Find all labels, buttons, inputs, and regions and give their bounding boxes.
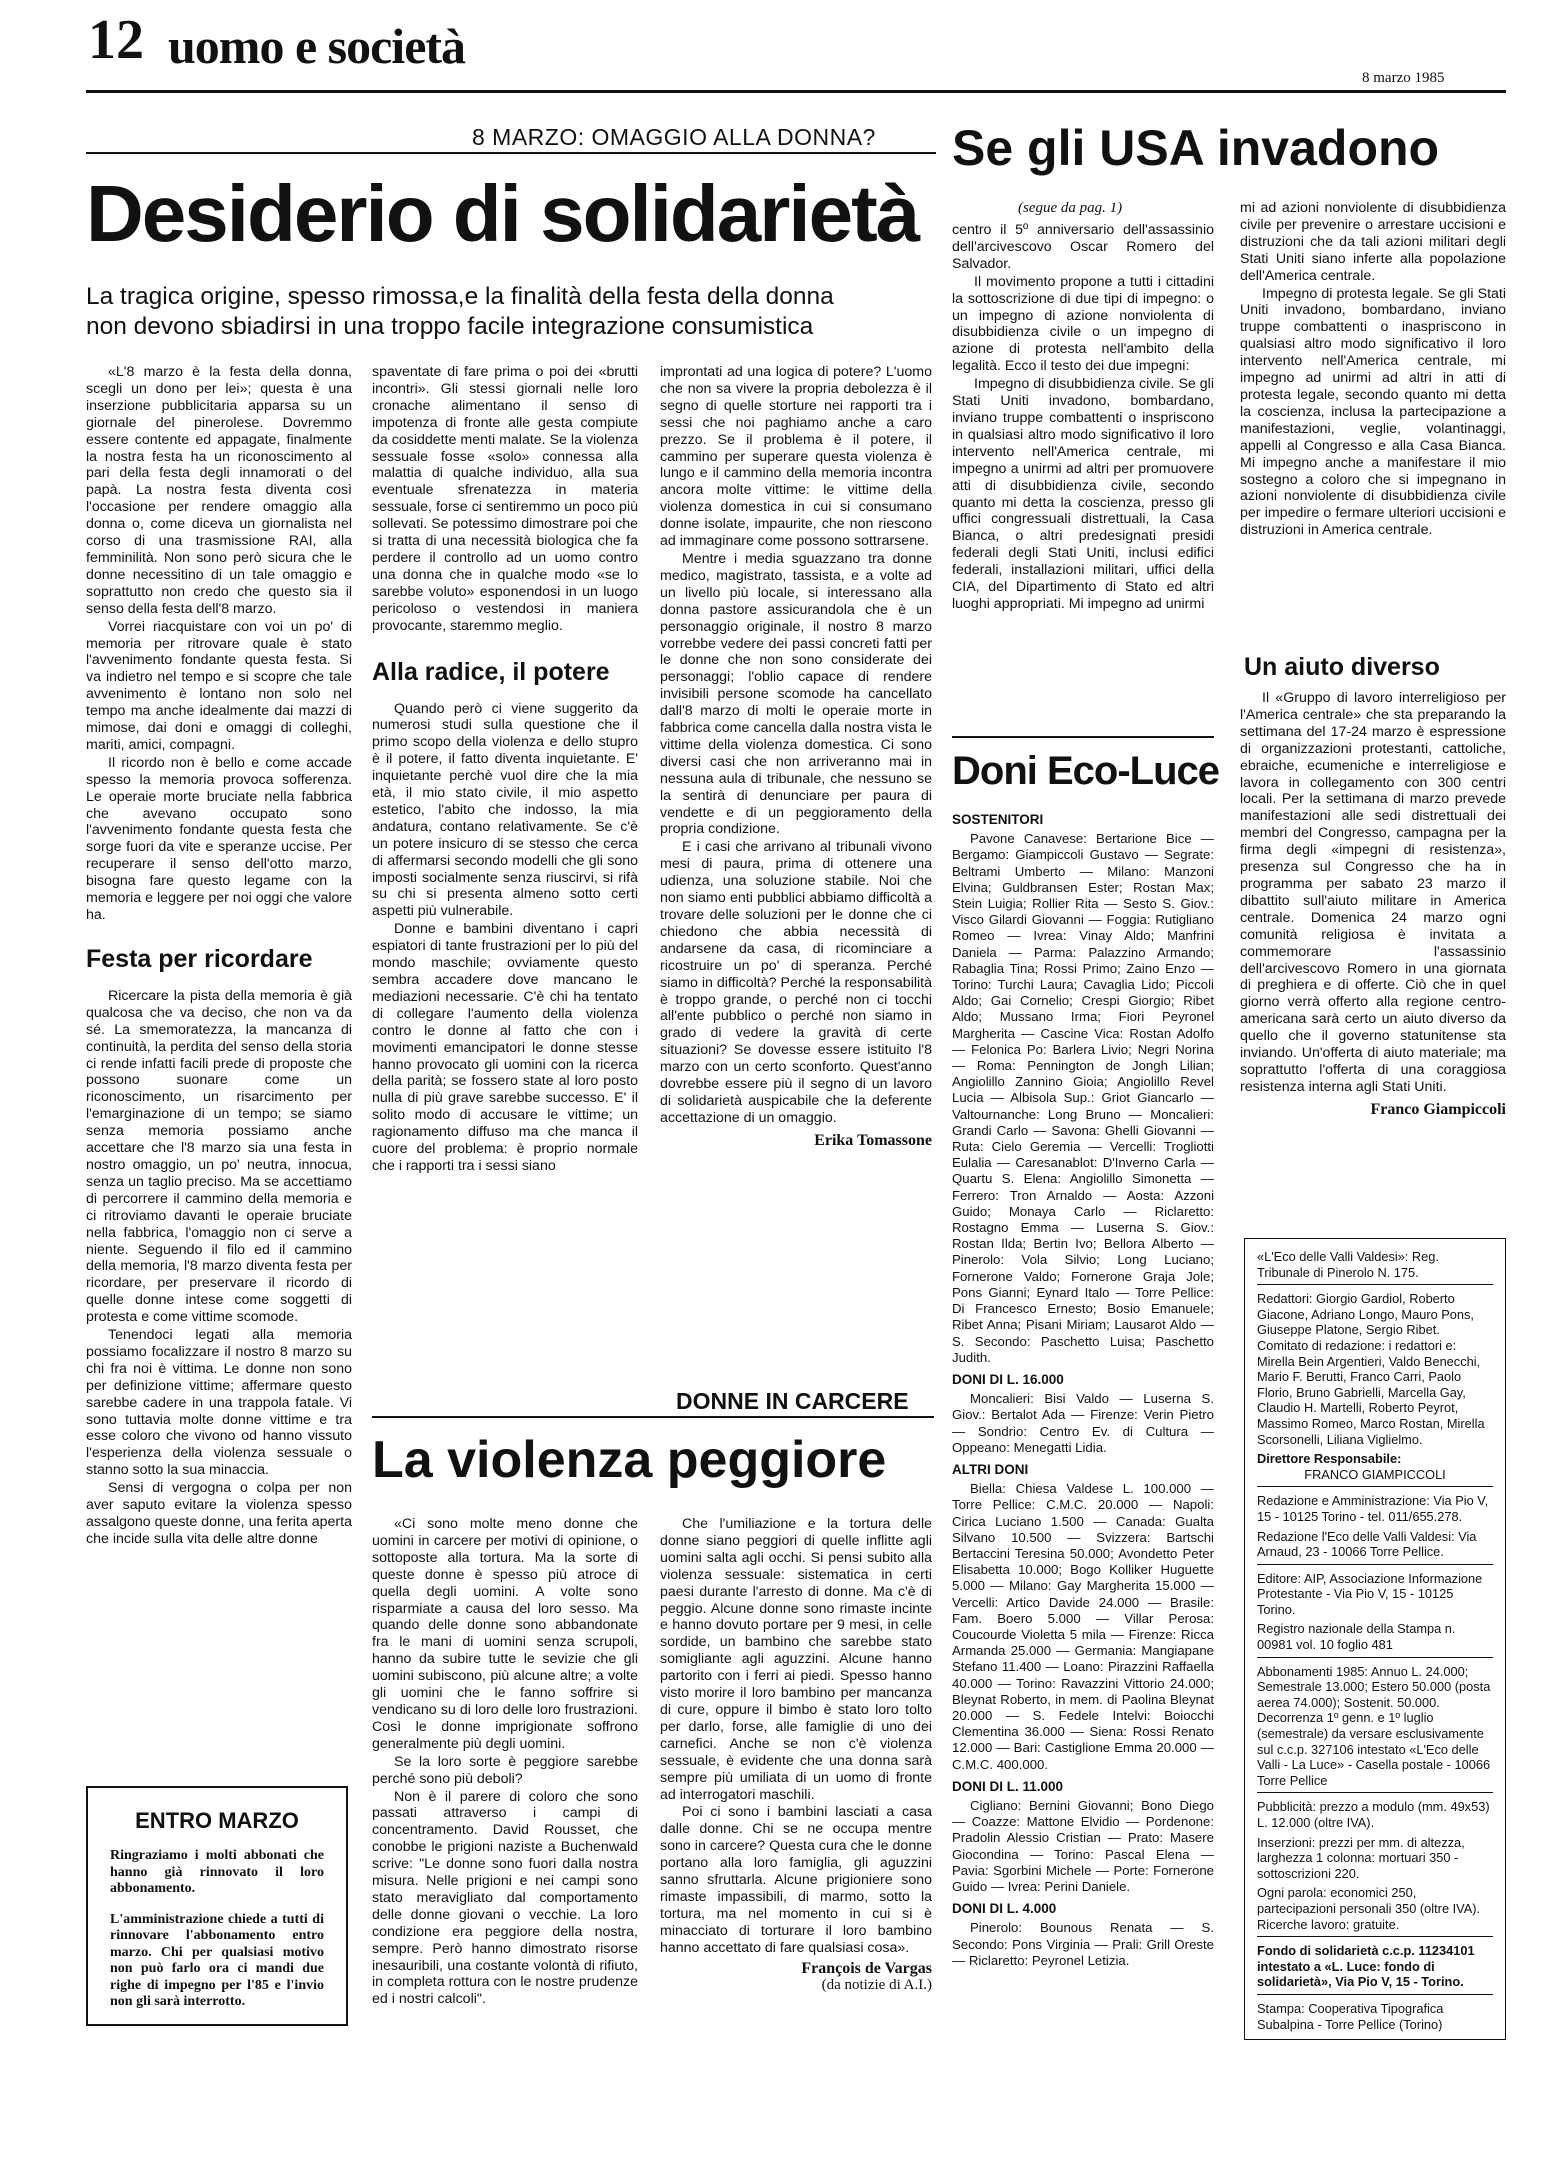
paragraph: Sensi di vergogna o colpa per non aver saputo evitare la violenza spesso assalgono queste donne, una ferita aperta che incide sulla vita delle altre donne (86, 1480, 352, 1547)
masthead-direttore-label: Direttore Responsabile: (1257, 1451, 1402, 1467)
byline-tomassone: Erika Tomassone (814, 1131, 932, 1149)
paragraph: «L'8 marzo è la festa della donna, scegli un dono per lei»; questa è una inserzione pubblicitaria apparsa su un giornale del pinerolese. Dovremmo essere contente ed appagate, finalmente la nostra festa ha un riconoscimento al pari della festa degli innamorati o del papà. La nostra festa diventa così l'occasione per rendere omaggio alla donna o, come diceva un giornalista nel corso di una trasmissione RAI, alla femminilità. Non sono però sicura che le donne necessitino di un tale omaggio e soprattutto non credo che questo sia il senso della festa dell'8 marzo. (86, 364, 352, 617)
masthead-abbonamenti: Abbonamenti 1985: Annuo L. 24.000; Semestrale 13.000; Estero 50.000 (posta aerea 74.000); Sostenit. 50.000. Decorrenza 1º genn. e 1º luglio (semestrale) da versare esclusivamente sul c.c.p. 327106 intestato «L'Eco delle Valli - La Luce» - Casella postale - 10066 Torre Pellice (1257, 1663, 1491, 1788)
usa-column-b (1240, 200, 1506, 540)
paragraph: Impegno di disubbidienza civile. Se gli Stati Uniti invadono, bombardano, inviano truppe combattenti o inspriscono in qualsiasi altro modo significativo il loro intervento nell'America centrale, mi impegno a unirmi ad altri per promuovere atti di disubbidienza civile, secondo quanto mi detta la coscienza, presso gli uffici congressuali distrettuali, la Casa Bianca, o altri predesignati presidi federali degli Stati Uniti, inclusi edifici federali, installazioni militari, uffici della CIA, del Dipartimento di Stato ed altri luoghi appropriati. Mi impegno ad unirmi (952, 376, 1214, 612)
paragraph: centro il 5º anniversario dell'assassinio dell'arcivescovo Oscar Romero del Salvador. (952, 222, 1214, 272)
entro-marzo-request: L'amministrazione chiede a tutti di rinnovare l'abbonamento entro marzo. Chi per qualsiasi motivo non può farlo ora ci mandi due righe di impegno per l'85 e l'invio non gli sarà interrotto. (110, 1911, 324, 2009)
masthead-box (1244, 1238, 1506, 2040)
byline-giampiccoli: Franco Giampiccoli (1370, 1100, 1506, 1118)
doni-headline: Doni Eco-Luce (952, 749, 1220, 793)
masthead-stampa: Stampa: Cooperativa Tipografica Subalpina - Torre Pellice (Torino) (1257, 2000, 1444, 2032)
paragraph: Ricercare la pista della memoria è già qualcosa che va deciso, che non va da sé. La smemoratezza, la mancanza di continuità, la perdita del senso della storia ci rende infatti facili prede di proposte che possono suonare come un riconoscimento, un risarcimento per l'emarginazione di un tempo; se siamo senza memoria possiamo anche accettare che l'8 marzo sia una festa in nostro omaggio, un po' neutra, innocua, senza un taglio preciso. Ma se accettiamo di percorrere il cammino della memoria e ci ritroviamo davanti le operaie bruciate nella fabbrica, l'omaggio non ci serve a niente. Seguendo il filo ed il cammino della memoria, l'8 marzo diventa festa per ricordare, per preservare il ricordo di quelle donne intese come soggetti di protesta e come vittime scomode. (86, 987, 352, 1326)
paragraph: Se la loro sorte è peggiore sarebbe perché sono più deboli? (372, 1753, 638, 1787)
paragraph: «Ci sono molte meno donne che uomini in carcere per motivi di opinione, o sottoposte alla tortura. Ma la sorte di queste donne è spesso più atroce di quella degli uomini. A volte sono risparmiate a causa del loro sesso. Ma quando delle donne sono abbandonate fra le mani di uomini senza scrupoli, hanno da subire tutte le sevizie che gli uomini subiscono, più alcune altre; a volte gli uomini che le fanno soffrire si vendicano su di loro delle loro frustrazioni. Così le donne imprigionate soffrono generalmente più degli uomini. (372, 1516, 638, 1752)
doni-11000-list: Cigliano: Bernini Giovanni; Bono Diego — Coazze: Mattone Elvidio — Pordenone: Pradolin Alessio Cristian — Prato: Masere Giocondina — Torino: Pascal Elena — Pavia: Sgorbini Michele — Porte: Fornerone Guido — Ivrea: Perini Daniele. (952, 1797, 1214, 1894)
masthead-inserzioni: Inserzioni: prezzi per mm. di altezza, larghezza 1 colonna: mortuari 350 - sottoscrizioni 220. (1257, 1834, 1465, 1881)
aiuto-column (1240, 690, 1506, 1119)
main-headline: Desiderio di solidarietà (86, 169, 919, 258)
sostenitori-list: Pavone Canavese: Bertarione Bice — Bergamo: Giampiccoli Gustavo — Segrate: Beltrami Umberto — Milano: Manzoni Elvina; Guldbransen Ester; Rostan Max; Stein Luigia; Rollier Rita — Sesto S. Giov.: Visco Gilardi Giovanni — Foggia: Rutigliano Romeo — Ivrea: Vinay Aldo; Manfrini Daniela — Parma: Palazzino Armando; Rabaglia Tina; Rossi Primo; Zaino Enzo — Torino: Turchi Laura; Cavaglia Lido; Piccoli Aldo; Gai Cornelio; Crespi Giorgio; Ribet Aldo; Mussano Irma; Fiori Peyronel Margherita — Cascine Vica: Rostan Adolfo — Felonica Po: Barlera Livio; Negri Norina — Roma: Pennington de Jongh Lilian; Angiolillo Zannino Gioia; Angiolillo Revel Lucia — Albisola Sup.: Griot Giancarlo — Valtournanche: Long Bruno — Moncalieri: Grandi Carlo — Savona: Ghelli Giovanni — Ruta: Cielo Geremia — Vercelli: Trogliotti Eulalia — Caresanablot: D'Inverno Carla — Quartu S. Elena: Angiolillo Simonetta — Ferrero: Tron Arnaldo — Aosta: Azzoni Guido; Monaya Carlo — Riclaretto: Rostagno Emma — Luserna S. Giov.: Rostan Ilda; Bertin Ivo; Bellora Alberto — Pinerolo: Vola Silvio; Long Luciano; Fornerone Valdo; Fornerone Graja Jole; Pons Gianni; Eynard Italo — Torre Pellice: Di Francesco Ernesto; Bosio Emanuele; Ribet Anna; Pisani Miriam; Lausarot Aldo — S. Secondo: Paschetto Luisa; Paschetto Judith. (952, 831, 1214, 1365)
masthead-fondo: Fondo di solidarietà c.c.p. 11234101 intestato a «L. Luce: fondo di solidarietà», Via Pio V, 15 - Torino. (1257, 1943, 1475, 1990)
altri-doni-list: Biella: Chiesa Valdese L. 100.000 — Torre Pellice: C.M.C. 20.000 — Napoli: Cirica Luciano 1.500 — Canada: Gualta Silvano 10.500 — Svizzera: Bartschi Bertaccini Teresina 50.000; Avondetto Peter Elisabetta 10.000; Bogo Kolliker Huguette 5.000 — Milano: Gay Margherita 15.000 — Vercelli: Artico Davide 24.000 — Brasile: Fam. Boero 5.000 — Villar Perosa: Coucourde Violetta 5 mila — Firenze: Ricca Armanda 25.000 — Germania: Mangiapane Stefano 11.400 — Loano: Pirazzini Raffaella 40.000 — Torino: Ravazzini Vittorio 24.000; Bleynat Roberto, in mem. di Paolina Bleynat 20.000 — S. Fedele Intelvi: Boiocchi Clementina 36.000 — Siena: Rossi Renato 12.000 — Bari: Castiglione Emma 20.000 — C.M.C. 400.000. (952, 1481, 1214, 1772)
masthead-redazione-eco: Redazione l'Eco delle Valli Valdesi: Via Arnaud, 23 - 10066 Torre Pellice. (1257, 1528, 1477, 1560)
paragraph: Mentre i media sguazzano tra donne medico, magistrato, tassista, e a volte ad un livello più locale, si interessano alla donna pastore assicurandola che è un personaggio originale, il nostro 8 marzo vorrebbe vedere dei passi concreti fatti per le donne che non sono considerate dei personaggi; l'oblio capace di rendere invisibili persone scomode ha cancellato dall'8 marzo di molti le operaie morte in fabbrica come cancella dalla nostra vista le vittime della violenza domestica. Ci sono diversi casi che non arriveranno mai in nessuna aula di tribunale, che nessuno se la sentirà di denunciare per paura di vendette e di un peggioramento della propria condizione. (660, 550, 932, 838)
main-column-2 (372, 364, 638, 1176)
paragraph: Quando però ci viene suggerito da numerosi studi sulla questione che il primo scopo della violenza e dello stupro è il potere, il fatto diventa inquietante. E' inquietante perchè vuol dire che la mia età, il mio stato civile, il mio aspetto estetico, l'abito che indosso, la mia andatura, contano relativamente. Se c'è un potere insicuro di se stesso che cerca di affermarsi secondo modelli che gli sono imposti socialmente senza riuscirvi, si rifà su chi si presenta almeno sotto certi aspetti più vulnerabile. (372, 700, 638, 920)
doni-list (952, 812, 1214, 1970)
masthead-redazione: Redazione e Amministrazione: Via Pio V, 15 - 10125 Torino - tel. 011/655.278. (1257, 1493, 1489, 1524)
masthead-parola: Ogni parola: economici 250, partecipazioni personali 350 (oltre IVA). Ricerche lavoro: gratuite. (1257, 1885, 1481, 1932)
paragraph: Vorrei riacquistare con voi un po' di memoria per ritrovare quale è stato l'avvenimento fondante questa festa. Si va indietro nel tempo e si scopre che tale avvenimento è lontano non solo nel tempo ma anche idealmente dai mazzi di mimose, dai doni e omaggi di colleghi, mariti, amici, compagni. (86, 618, 352, 753)
doni-16000-label: DONI DI L. 16.000 (952, 1371, 1064, 1387)
doni-4000-list: Pinerolo: Bounous Renata — S. Secondo: Pons Virginia — Prali: Grill Oreste — Riclaretto: Peyronel Letizia. (952, 1920, 1214, 1968)
paragraph: spaventate di fare prima o poi dei «brutti incontri». Gli stessi giornali nelle loro cronache alimentano il senso di impotenza di fronte alle gesta compiute da cosiddette menti malate. Se la violenza sessuale fosse «solo» connessa alla malattia di qualche individuo, alla sua eventuale sfrenatezza in materia sessuale, forse ci sentiremmo un poco più sollevati. Se potessimo dimostrare poi che si tratta di una necessità biologica che fa perdere il controllo ad un uomo contro una donna che in qualche modo «se lo sarebbe voluto» esponendosi in un luogo pericoloso o vestendosi in maniera provocante, staremmo meglio. (372, 364, 638, 634)
subheading-radice: Alla radice, il potere (372, 657, 610, 686)
paragraph: Non è il parere di coloro che sono passati attraverso i campi di concentramento. David Rousset, che conobbe le prigioni naziste a Buchenwald scrive: "Le donne sono fuori dalla nostra misura. Nelle prigioni e nei campi sono stato meravigliato dal comportamento delle donne giovani o vecchie. La loro condizione era peggiore della nostra, sempre. Però hanno dimostrato risorse inesauribili, una costante volontà di rifiuto, in completa rottura con le nostre prudenze ed i nostri calcoli". (372, 1788, 638, 2008)
paragraph: Tenendoci legati alla memoria possiamo focalizzare il nostro 8 marzo su chi fra noi è vittima. Le donne non sono per definizione vittime; affermare questo sarebbe cadere in una trappola fatale. Vi sono tuttavia molte donne vittime e tra esse coloro che vivono od hanno vissuto l'esperienza della violenza sessuale o stanno sotto la sua minaccia. (86, 1327, 352, 1479)
usa-headline: Se gli USA invadono (952, 120, 1440, 176)
paragraph: Poi ci sono i bambini lasciati a casa dalle donne. Chi se ne occupa mentre sono in carcere? Questa cura che le donne portano alla loro famiglia, gli aguzzini sanno sfruttarla. Alcune prigioniere sono rimaste impassibili, di marmo, sotto la tortura, ma nel momento in cui si è minacciato di torturare il loro bambino hanno accettato di fare qualsiasi cosa». (660, 1804, 932, 1956)
altri-doni-label: ALTRI DONI (952, 1461, 1029, 1477)
doni-11000-label: DONI DI L. 11.000 (952, 1778, 1064, 1794)
issue-date: 8 marzo 1985 (1362, 70, 1445, 86)
paragraph: improntati ad una logica di potere? L'uomo che non sa vivere la propria debolezza è il segno di quelle storture nei rapporti tra i sessi che noi paghiamo anche a caro prezzo. Se il problema è il potere, il cammino per superare questa violenza è lungo e il cammino della memoria incontra ancora molte vittime: le vittime della violenza domestica in cui si consumano donne isolate, impaurite, che non riescono ad immaginare come possono sottrarsene. (660, 364, 932, 550)
paragraph: mi ad azioni nonviolente di disubbidienza civile per prevenire o arrestare uccisioni e distruzioni che da tali azioni militari degli Stati Uniti siano inferte alla popolazione dell'America centrale. (1240, 200, 1506, 284)
entro-marzo-title: ENTRO MARZO (135, 1808, 299, 1833)
carcere-kicker: DONNE IN CARCERE (676, 1388, 909, 1414)
paragraph: Il «Gruppo di lavoro interreligioso per l'America centrale» che sta preparando la settimana del 17-24 marzo è espressione di organizzazioni protestanti, cattoliche, ebraiche, ecumeniche e interreligiose e lavora in collegamento con 300 centri locali. Per la settimana di marzo prevede manifestazioni alle sedi distrettuali dei membri del Congresso, campagna per la firma degli «impegni di resistenza», presenza sul Congresso che ha in programma per sabato 23 marzo il dibattito sull'aiuto militare in America centrale. Domenica 24 marzo ogni comunità religiosa è invitata a commemorare l'assassinio dell'arcivescovo Romero in una giornata di preghiera e di offerte. Ciò che in quel giorno verrà offerto alla regione centro-americana sarà certo un aiuto diverso da quello che il governo statunitense sta inviando. Un'offerta di aiuto materiale; ma soprattutto l'offerta di una coraggiosa resistenza interna agli Stati Uniti. (1240, 690, 1506, 1095)
main-column-1 (86, 364, 352, 1549)
carcere-column-1 (372, 1516, 638, 2009)
entro-marzo-box (86, 1786, 348, 2026)
main-deck-line2: non devono sbiadirsi in una troppo facile integrazione consumistica (86, 313, 814, 340)
paragraph: Il ricordo non è bello e come accade spesso la memoria provoca sofferenza. Le operaie morte bruciate nella fabbrica che avevano occupato sono l'avvenimento fondante questa festa che sorge fuori da vite e speranze uccise. Per recuperare il senso dell'otto marzo, bisogna fare questo legame con la memoria e leggere per noi oggi che valore ha. (86, 754, 352, 923)
paragraph: Donne e bambini diventano i capri espiatori di tante frustrazioni per lo più del mondo maschile; ovviamente questo sembra accadere dove mancano le mediazioni necessarie. C'è chi ha tentato di collegare l'aumento della violenza contro le donne al fatto che con i movimenti emancipatori le donne stesse hanno provocato gli uomini con la ricerca della parità; se fossero state al loro posto nulla di più grave sarebbe successo. E' il solito modo di accusare le vittime; un ragionamento diffuso ma che manca il cuore del problema: è proprio normale che i rapporti tra i sessi siano (372, 921, 638, 1174)
entro-marzo-thanks: Ringraziamo i molti abbonati che hanno già rinnovato il loro abbonamento. (110, 1848, 324, 1896)
source-note: (da notizie di A.I.) (821, 1977, 932, 1994)
aiuto-heading: Un aiuto diverso (1244, 653, 1440, 681)
carcere-column-2 (660, 1516, 932, 1994)
sostenitori-label: SOSTENITORI (952, 812, 1044, 827)
byline-vargas: François de Vargas (801, 1959, 932, 1977)
page-number: 12 (88, 9, 144, 71)
masthead-pubblicita: Pubblicità: prezzo a modulo (mm. 49x53) L. 12.000 (oltre IVA). (1257, 1799, 1490, 1830)
doni-4000-label: DONI DI L. 4.000 (952, 1901, 1057, 1917)
paragraph: Che l'umiliazione e la tortura delle donne siano peggiori di quelle inflitte agli uomini salta agli occhi. Si pensi subito alla violenza sessuale: sistematica in certi paesi durante l'arresto di donne. Ma c'è di peggio. Alcune donne sono rimaste incinte e hanno dovuto portare per 9 mesi, in celle sordide, un bambino che sarebbe stato somigliante agli aguzzini. Alcune hanno partorito con i ferri ai piedi. Spesso hanno visto morire il loro bambino per mancanza di cure, oppure il bimbo è stato loro tolto per darlo, forse, alle famiglie di uno dei carnefici. Anche se non c'è violenza sessuale, è evidente che una donna sarà sempre più umiliata di un uomo di fronte ad interrogatori maschili. (660, 1516, 932, 1803)
masthead-registro: Registro nazionale della Stampa n. 00981 vol. 10 foglio 481 (1257, 1621, 1456, 1653)
main-deck-line1: La tragica origine, spesso rimossa,e la finalità della festa della donna (86, 283, 834, 310)
carcere-rule (372, 1416, 934, 1418)
paragraph: Il movimento propone a tutti i cittadini la sottoscrizione di due tipi di impegno: o un impegno di azione nonviolenta di disubbidienza civile o un impegno di azione di protesta nell'ambito della legalità. Ecco il testo dei due impegni: (952, 273, 1214, 375)
header-rule (86, 90, 1506, 93)
doni-top-rule (952, 736, 1214, 738)
section-title: uomo e società (168, 18, 466, 74)
usa-column-a (952, 222, 1214, 614)
continued-note: (segue da pag. 1) (1018, 200, 1123, 216)
subheading-festa: Festa per ricordare (86, 944, 313, 973)
masthead-direttore: FRANCO GIAMPICCOLI (1304, 1466, 1446, 1482)
paragraph: E i casi che arrivano al tribunali vivono mesi di paura, prima di ottenere una udienza, una soluzione stabile. Noi che non siamo enti pubblici abbiamo difficoltà a trovare delle soluzioni per le donne che ci chiedono che abbia necessità di andarsene da casa, di ricominciare a ricostruire un po' di speranza. Perché siamo in difficoltà? Perché la responsabilità è troppo grande, o perché non ci tocchi all'ente pubblico o perché non siamo in grado di vedere la gravità di certe situazioni? Se dovesse essere istituito l'8 marzo con un certo sconforto. Quest'anno dovrebbe essere più il segno di un lavoro di solidarietà auspicabile che la deferente accettazione di un omaggio. (660, 839, 932, 1126)
masthead-redattori: Redattori: Giorgio Gardiol, Roberto Giacone, Adriano Longo, Mauro Pons, Giuseppe Platone, Sergio Ribet. Comitato di redazione: i redattori e: Mirella Bein Argentieri, Valdo Benecchi, Mario F. Berutti, Franco Carri, Paolo Florio, Bruno Gabrielli, Marcella Gay, Claudio H. Martelli, Roberto Peyrot, Massimo Romeo, Marco Rostan, Mirella Scorsonelli, Liliana Viglielmo. (1257, 1291, 1485, 1447)
doni-16000-list: Moncalieri: Bisi Valdo — Luserna S. Giov.: Bertalot Ada — Firenze: Verin Pietro — Sondrio: Centro Ev. di Cultura — Oppeano: Menegatti Lidia. (952, 1391, 1214, 1455)
main-column-3 (660, 364, 932, 1150)
kicker-rule (86, 152, 936, 154)
masthead-registration: «L'Eco delle Valli Valdesi»: Reg. Tribunale di Pinerolo N. 175. (1257, 1249, 1439, 1280)
paragraph: Impegno di protesta legale. Se gli Stati Uniti invadono, bombardano, inviano truppe combattenti o inaspriscono in qualsiasi altro modo significativo il loro intervento nell'America centrale, mi impegno ad unirmi ad altri in atti di protesta legale, secondo quanto mi detta la coscienza, inclusa la partecipazione a manifestazioni, veglie, volantinaggi, appelli al Congresso e alla Casa Bianca. Mi impegno anche a manifestare il mio sostegno a coloro che si impegnano in azioni nonviolente di disubbidienza civile per impedire o fermare ulteriori uccisioni e distruzioni in America centrale. (1240, 285, 1506, 539)
main-kicker: 8 MARZO: OMAGGIO ALLA DONNA? (472, 124, 876, 150)
carcere-headline: La violenza peggiore (372, 1431, 887, 1489)
masthead-editore: Editore: AIP, Associazione Informazione Protestante - Via Pio V, 15 - 10125 Torino. (1257, 1570, 1483, 1617)
